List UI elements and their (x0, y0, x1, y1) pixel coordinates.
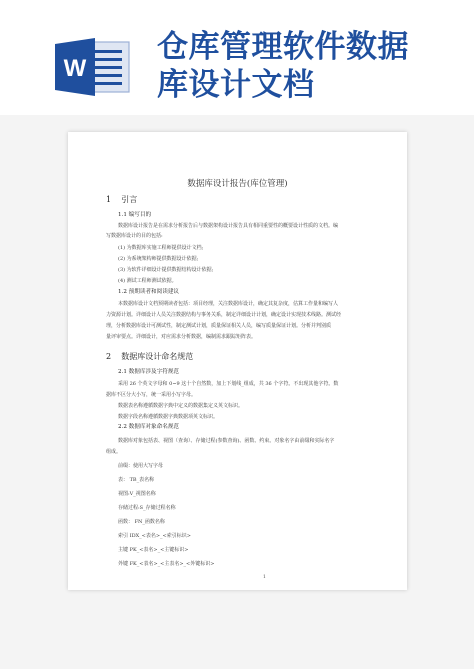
prefix-item: 存储过程:S_存储过程名称 (118, 505, 176, 511)
section-2-number: 2 (106, 352, 112, 361)
section-1-title: 引言 (121, 195, 138, 204)
paragraph-line: 数据表名称遵循数据字典中定义的数据集定义英文标识。 (118, 403, 244, 409)
page-number: 1 (263, 575, 266, 580)
banner (0, 0, 474, 115)
paragraph-line: 力资源计划。详细设计人员关注数据结构与事务关系，制定详细设计计划，确定设计实现技术线路。测试经 (106, 312, 342, 318)
list-item: (2) 为系统架构师提供数据设计依据; (118, 256, 199, 262)
list-item: (4) 测试工程师测试依据。 (118, 278, 177, 284)
subsection-1-2: 1.2 预期读者和阅读建议 (118, 289, 180, 295)
banner-title (157, 28, 457, 104)
document-page (68, 132, 407, 590)
prefix-item: 外键 FK_<表名>_<主表名>_<外键标识> (118, 561, 215, 567)
word-logo-letter: W (63, 55, 87, 82)
prefix-item: 视图:V_视图名称 (118, 491, 156, 497)
banner-title-line-1: 仓库管理软件数据 (157, 29, 409, 65)
subsection-2-1: 2.1 数据库涉及字符规范 (118, 369, 180, 375)
paragraph-line: 理，分析数据库设计可测试性，制定测试计划，质量保证相关人员，编写质量保证计划。分析并判别质 (106, 323, 332, 329)
paragraph-line: 量评审要点。详细设计，对应需求分析数据，编制需求跟踪矩阵表。 (106, 334, 257, 340)
paragraph-line: 数据字段名称遵循数据字典数据项英文标识。 (118, 414, 219, 420)
prefix-item: 表： TB_表名称 (118, 477, 155, 483)
subsection-2-2: 2.2 数据库对象命名规范 (118, 424, 180, 430)
paragraph-line: 组成。 (106, 449, 122, 455)
subsection-1-1: 1.1 编写目的 (118, 212, 152, 218)
word-document-icon (53, 36, 131, 98)
paragraph-line: 据库不区分大小写，统一采用小写字母。 (106, 392, 197, 398)
prefix-item: 函数： FN_函数名称 (118, 519, 165, 525)
section-1-number: 1 (106, 195, 112, 204)
prefix-item: 索引 IDX_<表名>_<索引标识> (118, 533, 191, 539)
paragraph-line: 数据库对象包括表、视图（查询）、存储过程(参数查询)、函数、约束。对象名字由前缀和实际名字 (118, 438, 335, 444)
section-1-heading (106, 195, 137, 205)
paragraph-line: 采用 26 个英文字母和 0~9 这十个自然数，加上下划线_组成，共 36 个字符。不出现其他字符。数 (118, 381, 339, 387)
prefix-item: 前缀：使用大写字母 (118, 463, 164, 469)
prefix-item: 主键 PK_<表名>_<主键标识> (118, 547, 189, 553)
list-item: (1) 为数据库实施工程师提供设计文档; (118, 245, 204, 251)
paragraph-line: 数据库设计报告是在需求分析报告后与数据架构设计报告具有相同重要性的概要设计性质的文档。编 (118, 223, 339, 229)
paragraph-line: 本数据库设计文档预期读者包括：项目经理，关注数据库设计，确定其复杂度，估算工作量和编写人 (118, 301, 339, 307)
banner-title-line-2: 库设计文档 (157, 67, 315, 103)
paragraph-line: 写数据库设计的目的包括: (106, 233, 163, 239)
list-item: (3) 为软件详细设计提供数据结构设计依据; (118, 267, 214, 273)
document-title: 数据库设计报告(库位管理) (187, 179, 288, 189)
section-2-heading (106, 352, 193, 362)
section-2-title: 数据库设计命名规范 (121, 352, 194, 361)
